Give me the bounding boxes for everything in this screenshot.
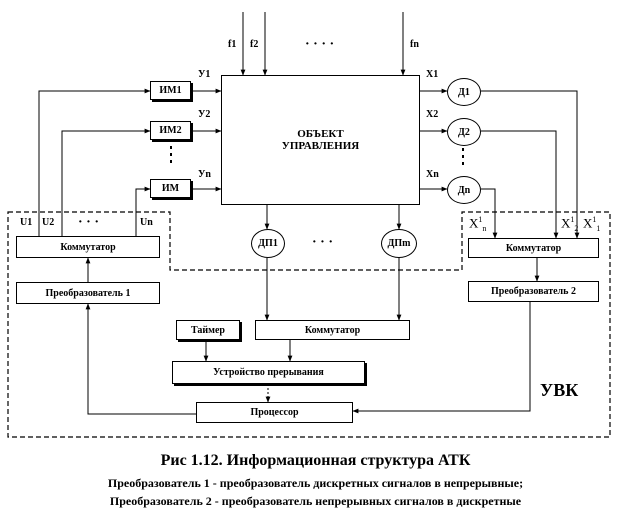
actuator-1: ИМ1 (150, 81, 191, 100)
uvk-label: УВК (540, 380, 579, 400)
input-u1: U1 (20, 217, 33, 228)
commutator-left: Коммутатор (16, 236, 160, 258)
interrupt-unit: Устройство прерывания (172, 361, 365, 384)
lower-sensor-m: ДПm (381, 229, 417, 258)
control-object-block (221, 75, 420, 205)
sensor-1: Д1 (447, 78, 481, 106)
control-signal-1: У1 (198, 69, 211, 80)
wire-converter2-processor (353, 302, 530, 411)
output-signal-1: X1 (426, 69, 439, 80)
control-object-line1: ОБЪЕКТ (297, 127, 344, 140)
actuator-n: ИМ (150, 179, 191, 198)
disturbance-f1: f1 (228, 39, 237, 50)
sensor-n: Дn (447, 176, 481, 204)
converted-signal-n: $X^1_n$ (469, 215, 487, 233)
figure-caption-line2: Преобразователь 2 - преобразователь непрерывных сигналов в дискретные (109, 494, 522, 508)
converter-1: Преобразователь 1 (16, 282, 160, 304)
timer: Таймер (176, 320, 240, 340)
disturbance-dots: · · · · (305, 37, 335, 52)
actuator-2: ИМ2 (150, 121, 191, 140)
processor: Процессор (196, 402, 353, 423)
control-signal-n: Уn (198, 169, 211, 180)
output-signal-n: Xn (426, 169, 439, 180)
converted-signal-2: $X^1_2$ (561, 215, 579, 233)
figure-caption-title: Рис 1.12. Информационная структура АТК (160, 452, 471, 469)
lower-sensor-1: ДП1 (251, 229, 285, 258)
input-u2: U2 (42, 217, 55, 228)
control-object-line2: УПРАВЛЕНИЯ (281, 140, 360, 152)
figure-caption-line1: Преобразователь 1 - преобразователь дискретных сигналов в непрерывные; (107, 476, 524, 490)
wire-u2-im2 (62, 131, 150, 236)
disturbance-fn: fn (410, 39, 419, 50)
wire-d2-commutator (481, 131, 556, 238)
commutator-right: Коммутатор (468, 238, 599, 258)
input-un: Un (140, 217, 153, 228)
commutator-center: Коммутатор (255, 320, 410, 340)
disturbance-f2: f2 (250, 39, 259, 50)
lower-sensors-dots: · · · (312, 235, 334, 250)
control-signal-2: У2 (198, 109, 211, 120)
output-signal-2: X2 (426, 109, 439, 120)
converted-signal-1: $X^1_1$ (583, 215, 601, 233)
input-dots: · · · (78, 215, 100, 230)
sensor-2: Д2 (447, 118, 481, 146)
converter-2: Преобразователь 2 (468, 281, 599, 302)
